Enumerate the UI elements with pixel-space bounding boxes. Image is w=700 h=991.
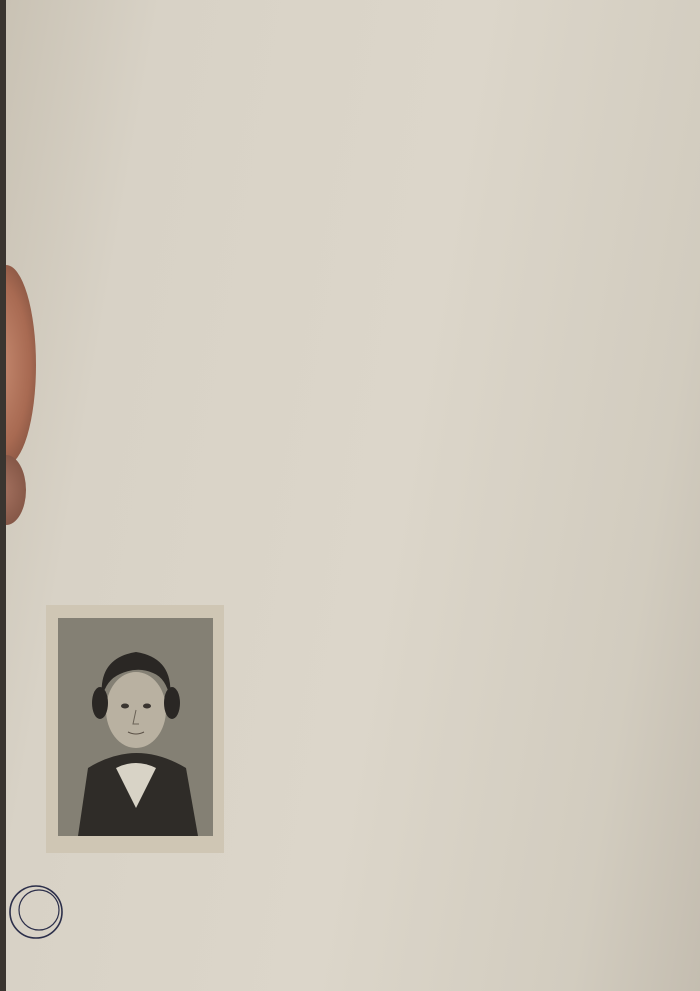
handwritten-circle: [6, 870, 76, 950]
book-page: [6, 0, 700, 991]
finger: [6, 265, 36, 465]
finger-shadow: [6, 455, 26, 525]
portrait-image: [58, 618, 213, 836]
